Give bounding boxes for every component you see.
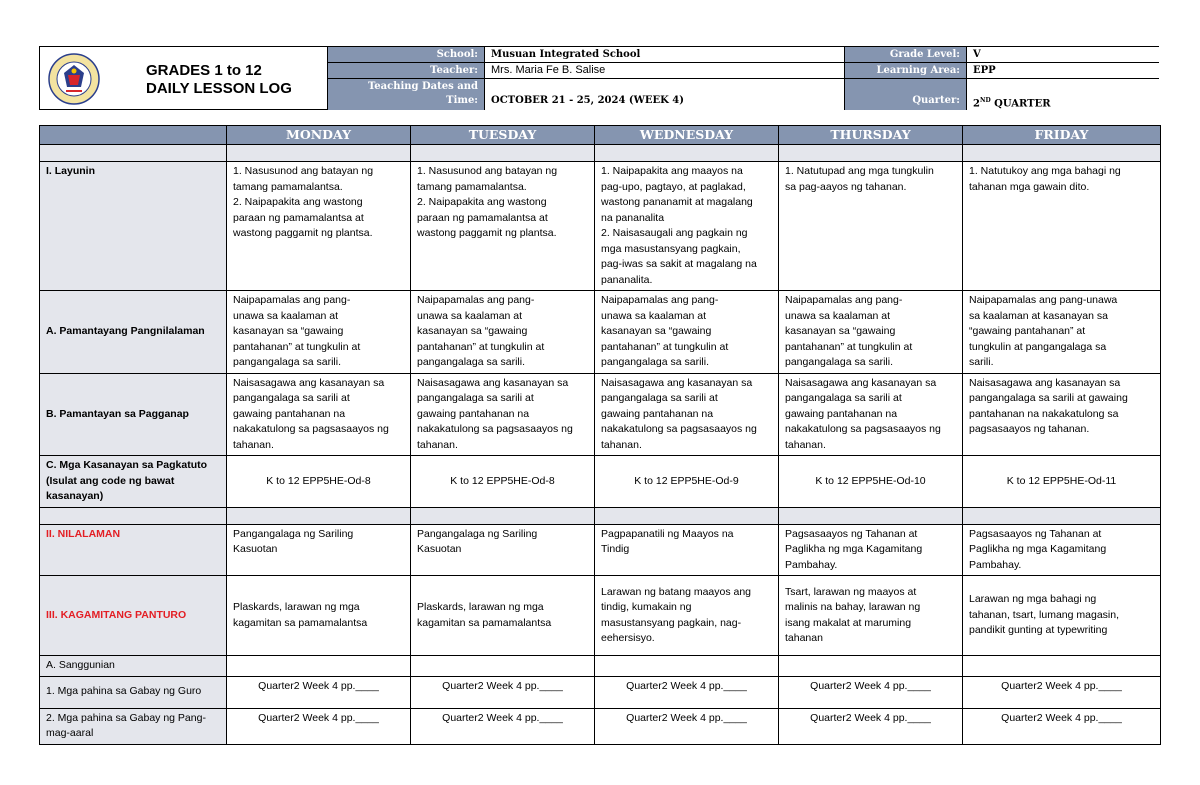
cell-text-line: Naisasagawa ang kasanayan sa [969,376,1121,389]
cell-gabay-guro-tuesday: Quarter2 Week 4 pp.____ [411,676,595,708]
teacher-value: Mrs. Maria Fe B. Salise [484,63,844,79]
cell-text-line: pantahanan” at tungkulin at [785,340,913,353]
cell-text-line: pangangalaga sa sarili. [233,356,341,368]
cell-text-line: Naipapamalas ang pang- [417,294,535,306]
row-pamantayang-pangnilalaman [40,291,1161,374]
row-mga-kasanayan [40,456,1161,508]
cell-kagamitan-thursday [779,576,963,656]
cell-text-line: unawa sa kaalaman at [785,309,891,322]
cell-text-line: 1. Naipapakita ang maayos na [601,165,743,177]
cell-text-line: Naisasagawa ang kasanayan sa [785,376,937,389]
cell-pangnilalaman-thursday [779,291,963,374]
cell-text-line: pangangalaga sa sarili at [233,392,350,404]
cell-text-line: Naisasagawa ang kasanayan sa [417,376,569,389]
spacer-cell [595,145,779,162]
row-label-sanggunian: A. Sanggunian [40,656,227,677]
row-label-kagamitan: III. KAGAMITANG PANTURO [40,576,227,656]
cell-kasanayan-friday: K to 12 EPP5HE-Od-11 [963,456,1161,508]
spacer-cell [963,507,1161,524]
spacer-cell [40,145,227,162]
day-header-tuesday: TUESDAY [411,126,595,145]
cell-text-line: Tsart, larawan ng maayos at [785,585,917,598]
cell-text-line: pangangalaga sa sarili at [417,392,534,404]
cell-text-line: Kasuotan [417,543,462,555]
cell-text-line: “gawaing pantahanan” at [969,325,1086,337]
cell-text-line: Kasuotan [233,543,278,555]
cell-text-line: tahanan. [601,438,642,451]
cell-text-line: Plaskards, larawan ng mga [233,601,360,613]
cell-pagganap-tuesday [411,373,595,456]
cell-text-line: tungkulin at pangangalaga sa [969,340,1107,353]
row-label-line: 2. Mga pahina sa Gabay ng Pang- [46,711,206,724]
cell-text-line: pag-iwas sa sakit at magalang na [601,258,757,270]
cell-nilalaman-tuesday [411,524,595,576]
cell-text-line: Naipapamalas ang pang-unawa [969,294,1118,306]
cell-text-line: sa kaalaman at kasanayan sa [969,309,1108,322]
empty-cell [595,656,779,677]
teaching-dates-value: OCTOBER 21 - 25, 2024 (WEEK 4) [484,79,844,110]
teacher-label: Teacher: [327,63,484,79]
school-label: School: [327,47,484,63]
cell-text-line: paraan ng pamamalantsa at [417,211,548,224]
row-label-line: mag-aaral [46,727,94,739]
cell-text-line: Naipapamalas ang pang- [233,294,351,306]
cell-text-line: Larawan ng batang maayos ang [601,585,752,598]
school-value: Musuan Integrated School [484,47,844,63]
cell-text-line: Naipapamalas ang pang- [601,294,719,306]
row-nilalaman [40,524,1161,576]
cell-text-line: tahanan. [417,438,458,451]
cell-text-line: Pambahay. [969,558,1022,571]
cell-kagamitan-monday [227,576,411,656]
cell-text-line: Pambahay. [785,558,838,571]
cell-layunin-monday [227,162,411,291]
cell-text-line: tahanan mga gawain dito. [969,180,1090,193]
day-header-row [40,126,1161,145]
cell-text-line: isang makalat at maruming [785,616,912,629]
cell-text-line: pananalita. [601,273,653,286]
cell-text-line: pangangalaga sa sarili. [785,356,893,368]
cell-text-line: nakakatulong sa pagsasaayos ng [785,423,941,435]
cell-pangnilalaman-tuesday [411,291,595,374]
cell-text-line: kagamitan sa pamamalantsa [417,616,552,629]
day-header-wednesday: WEDNESDAY [595,126,779,145]
spacer-cell [227,145,411,162]
spacer-cell [40,507,227,524]
cell-text-line: tahanan [785,632,823,644]
deped-seal-icon [48,53,100,105]
cell-text-line: 1. Nasusunod ang batayan ng [417,165,558,177]
cell-text-line: tahanan. [233,438,274,451]
cell-nilalaman-wednesday [595,524,779,576]
row-kagamitang-panturo [40,576,1161,656]
corner-header-cell [40,126,227,145]
day-header-monday: MONDAY [227,126,411,145]
cell-text-line: Pagpapanatili ng Maayos na [601,527,734,540]
cell-pangnilalaman-wednesday [595,291,779,374]
cell-kasanayan-monday: K to 12 EPP5HE-Od-8 [227,456,411,508]
cell-text-line: gawaing pantahanan na [601,407,714,420]
cell-text-line: sa pag-aayos ng tahanan. [785,180,907,193]
cell-text-line: paraan ng pamamalantsa at [233,211,364,224]
cell-nilalaman-friday [963,524,1161,576]
quarter-label: Quarter: [844,79,966,110]
spacer-cell [963,145,1161,162]
cell-gabay-guro-wednesday: Quarter2 Week 4 pp.____ [595,676,779,708]
cell-pagganap-wednesday [595,373,779,456]
cell-text-line: 1. Natutukoy ang mga bahagi ng [969,165,1121,177]
spacer-row [40,507,1161,524]
cell-text-line: 1. Nasusunod ang batayan ng [233,165,374,177]
row-label-pagganap: B. Pamantayan sa Pagganap [40,373,227,456]
cell-pagganap-friday [963,373,1161,456]
cell-text-line: mga masustansyang pagkain, [601,242,741,255]
cell-kagamitan-wednesday [595,576,779,656]
spacer-cell [595,507,779,524]
cell-text-line: wastong paggamit ng plantsa. [233,227,373,239]
quarter-value [966,79,1159,110]
cell-text-line: tindig, kumakain ng [601,601,692,613]
cell-gabay-mag-friday: Quarter2 Week 4 pp.____ [963,708,1161,744]
cell-kasanayan-thursday: K to 12 EPP5HE-Od-10 [779,456,963,508]
row-label-gabay-guro: 1. Mga pahina sa Gabay ng Guro [40,676,227,708]
cell-text-line: nakakatulong sa pagsasaayos ng [417,423,573,435]
row-label-layunin: I. Layunin [40,162,227,291]
learning-area-value: EPP [966,63,1159,79]
cell-text-line: pantahanan” at tungkulin at [233,340,361,353]
row-label-gabay-mag-aaral [40,708,227,744]
cell-gabay-mag-monday: Quarter2 Week 4 pp.____ [227,708,411,744]
cell-text-line: gawaing pantahanan na [417,407,530,420]
spacer-cell [411,507,595,524]
cell-text-line: wastong paggamit ng plantsa. [417,227,557,239]
cell-kagamitan-tuesday [411,576,595,656]
cell-text-line: masustansyang pagkain, nag- [601,616,742,629]
grade-level-label: Grade Level: [844,47,966,63]
empty-cell [963,656,1161,677]
cell-kagamitan-friday [963,576,1161,656]
cell-layunin-tuesday [411,162,595,291]
cell-text-line: Naisasagawa ang kasanayan sa [601,376,753,389]
cell-text-line: tahanan. [785,438,826,451]
dll-header [39,46,1159,110]
spacer-cell [779,145,963,162]
row-sanggunian [40,656,1161,677]
cell-pangnilalaman-friday [963,291,1161,374]
row-label-line: C. Mga Kasanayan sa Pagkatuto [46,459,208,471]
row-label-line: kasanayan) [46,490,104,502]
cell-text-line: unawa sa kaalaman at [417,309,523,322]
cell-text-line: Tindig [601,543,630,555]
cell-kasanayan-tuesday: K to 12 EPP5HE-Od-8 [411,456,595,508]
cell-text-line: Pangangalaga ng Sariling [417,527,538,540]
row-gabay-ng-mag-aaral [40,708,1161,744]
cell-nilalaman-thursday [779,524,963,576]
row-gabay-ng-guro [40,676,1161,708]
cell-layunin-wednesday [595,162,779,291]
cell-text-line: unawa sa kaalaman at [233,309,339,322]
cell-text-line: pangangalaga sa sarili. [601,356,709,368]
cell-text-line: kasanayan sa “gawaing [233,325,344,337]
cell-text-line: kasanayan sa “gawaing [785,325,896,337]
cell-text-line: kagamitan sa pamamalantsa [233,616,368,629]
cell-text-line: tamang pamamalantsa. [233,180,343,193]
learning-area-label: Learning Area: [844,63,966,79]
title-line-1: GRADES 1 to 12 [146,62,262,79]
cell-pagganap-monday [227,373,411,456]
row-label-nilalaman: II. NILALAMAN [40,524,227,576]
cell-text-line: Pagsasaayos ng Tahanan at [969,527,1102,540]
cell-text-line: kasanayan sa “gawaing [417,325,528,337]
cell-text-line: pag-upo, pagtayo, at paglakad, [601,180,746,193]
row-pamantayan-sa-pagganap [40,373,1161,456]
row-label-kasanayan [40,456,227,508]
spacer-cell [411,145,595,162]
cell-text-line: 1. Natutupad ang mga tungkulin [785,165,934,177]
quarter-superscript: ND [979,97,991,104]
cell-text-line: tahanan, tsart, lumang magasin, [969,608,1120,621]
cell-gabay-mag-wednesday: Quarter2 Week 4 pp.____ [595,708,779,744]
cell-text-line: sarili. [969,356,994,368]
row-layunin [40,162,1161,291]
cell-text-line: nakakatulong sa pagsasaayos ng [233,423,389,435]
cell-text-line: wastong pananamit at magalang [601,196,753,208]
spacer-row [40,145,1161,162]
cell-text-line: tamang pamamalantsa. [417,180,527,193]
empty-cell [227,656,411,677]
row-label-line: (Isulat ang code ng bawat [46,474,175,487]
cell-text-line: eehersisyo. [601,632,655,644]
cell-nilalaman-monday [227,524,411,576]
cell-text-line: Paglikha ng mga Kagamitang [969,543,1107,555]
cell-text-line: pangangalaga sa sarili at [601,392,718,404]
cell-kasanayan-wednesday: K to 12 EPP5HE-Od-9 [595,456,779,508]
cell-pangnilalaman-monday [227,291,411,374]
cell-text-line: pantahanan” at tungkulin at [417,340,545,353]
spacer-cell [227,507,411,524]
cell-text-line: 2. Naipapakita ang wastong [233,196,363,208]
cell-text-line: Paglikha ng mga Kagamitang [785,543,923,555]
cell-gabay-guro-thursday: Quarter2 Week 4 pp.____ [779,676,963,708]
empty-cell [779,656,963,677]
document-title [146,62,292,98]
cell-text-line: Naisasagawa ang kasanayan sa [233,376,385,389]
cell-text-line: Plaskards, larawan ng mga [417,601,544,613]
cell-pagganap-thursday [779,373,963,456]
cell-text-line: na pananalita [601,211,665,224]
cell-text-line: unawa sa kaalaman at [601,309,707,322]
cell-text-line: 2. Naipapakita ang wastong [417,196,547,208]
cell-gabay-mag-thursday: Quarter2 Week 4 pp.____ [779,708,963,744]
cell-text-line: malinis na bahay, larawan ng [785,601,921,613]
cell-text-line: nakakatulong sa pagsasaayos ng [601,423,757,435]
day-header-thursday: THURSDAY [779,126,963,145]
cell-layunin-thursday [779,162,963,291]
quarter-number: 2 [973,98,980,110]
cell-gabay-mag-tuesday: Quarter2 Week 4 pp.____ [411,708,595,744]
cell-text-line: Larawan ng mga bahagi ng [969,593,1097,606]
row-label-pangnilalaman: A. Pamantayang Pangnilalaman [40,291,227,374]
cell-gabay-guro-friday: Quarter2 Week 4 pp.____ [963,676,1161,708]
cell-text-line: 2. Naisasaugali ang pagkain ng [601,227,748,239]
day-header-friday: FRIDAY [963,126,1161,145]
cell-text-line: pangangalaga sa sarili at [785,392,902,404]
cell-text-line: Pagsasaayos ng Tahanan at [785,527,918,540]
cell-layunin-friday [963,162,1161,291]
cell-text-line: kasanayan sa “gawaing [601,325,712,337]
teaching-dates-label: Teaching Dates and Time: [327,79,484,110]
cell-text-line: gawaing pantahanan na [233,407,346,420]
cell-gabay-guro-monday: Quarter2 Week 4 pp.____ [227,676,411,708]
title-line-2: DAILY LESSON LOG [146,80,292,97]
empty-cell [411,656,595,677]
cell-text-line: pangangalaga sa sarili at gawaing [969,392,1128,404]
cell-text-line: pantahanan” at tungkulin at [601,340,729,353]
cell-text-line: Pangangalaga ng Sariling [233,527,354,540]
cell-text-line: pandikit gunting at typewriting [969,624,1108,637]
grade-level-value: V [966,47,1159,63]
cell-text-line: pantahanan na nakakatulong sa [969,407,1119,420]
quarter-word: QUARTER [994,98,1051,110]
cell-text-line: Naipapamalas ang pang- [785,294,903,306]
cell-text-line: pagsasaayos ng tahanan. [969,423,1090,435]
spacer-cell [779,507,963,524]
cell-text-line: pangangalaga sa sarili. [417,356,525,368]
daily-lesson-log-table [39,125,1161,745]
cell-text-line: gawaing pantahanan na [785,407,898,420]
